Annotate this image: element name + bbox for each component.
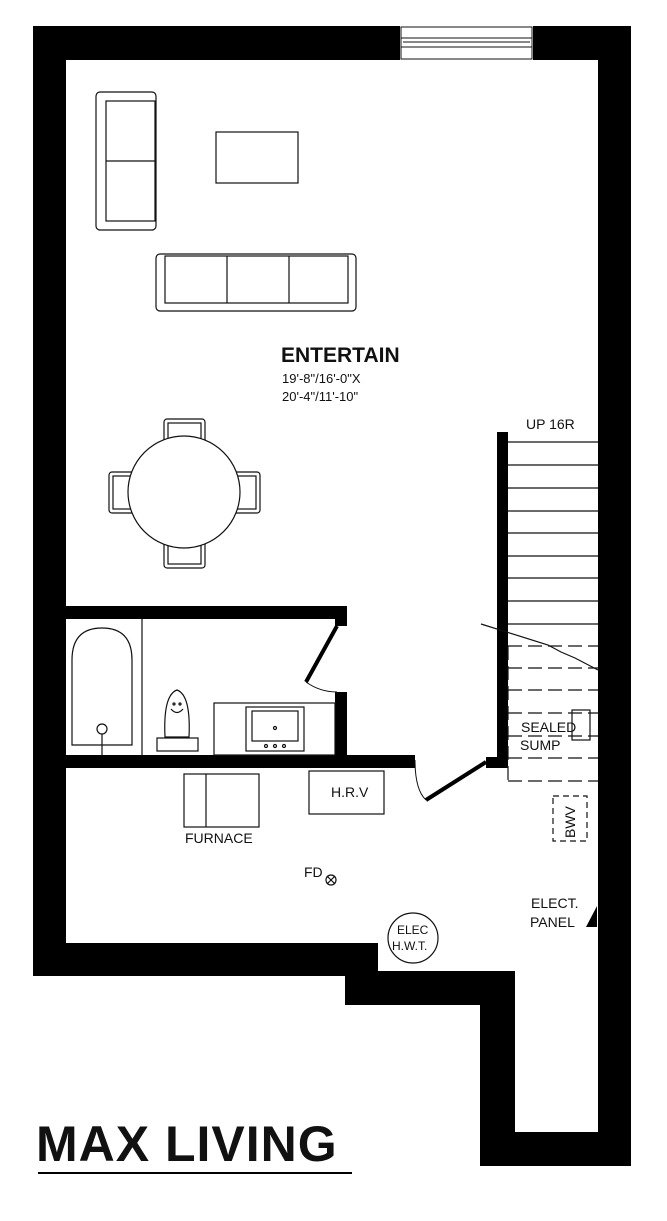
window — [401, 27, 532, 59]
hrv-label: H.R.V — [331, 784, 369, 800]
panel-label-1: ELECT. — [531, 895, 579, 911]
bwv-label: BWV — [562, 806, 578, 838]
floor-drain-label: FD — [304, 864, 323, 880]
hwt-label-2: H.W.T. — [392, 939, 428, 953]
vanity-sink — [214, 703, 335, 755]
stairs-label: UP 16R — [526, 416, 575, 432]
dining-table — [109, 419, 260, 568]
room-dimension-1: 19'-8"/16'-0"X — [282, 371, 361, 386]
utility-door — [415, 760, 486, 800]
bathroom-door — [306, 626, 337, 692]
sump-label-1: SEALED — [521, 719, 577, 735]
panel-label-2: PANEL — [530, 914, 575, 930]
room-title: ENTERTAIN — [281, 344, 400, 367]
sofa — [156, 254, 356, 311]
armchair — [96, 92, 156, 230]
floor-drain-icon — [326, 875, 336, 885]
room-dimension-2: 20'-4"/11'-10" — [282, 389, 359, 404]
hot-water-tank — [388, 913, 438, 963]
hwt-label-1: ELEC — [397, 923, 429, 937]
toilet — [157, 690, 198, 751]
electrical-panel-icon — [586, 906, 597, 927]
coffee-table — [216, 132, 298, 183]
exterior-walls — [33, 26, 631, 1166]
furnace — [184, 774, 259, 827]
sump-label-2: SUMP — [520, 737, 561, 753]
brand-logo-text: MAX LIVING — [36, 1116, 338, 1172]
furnace-label: FURNACE — [185, 830, 253, 846]
bathtub — [72, 619, 142, 755]
